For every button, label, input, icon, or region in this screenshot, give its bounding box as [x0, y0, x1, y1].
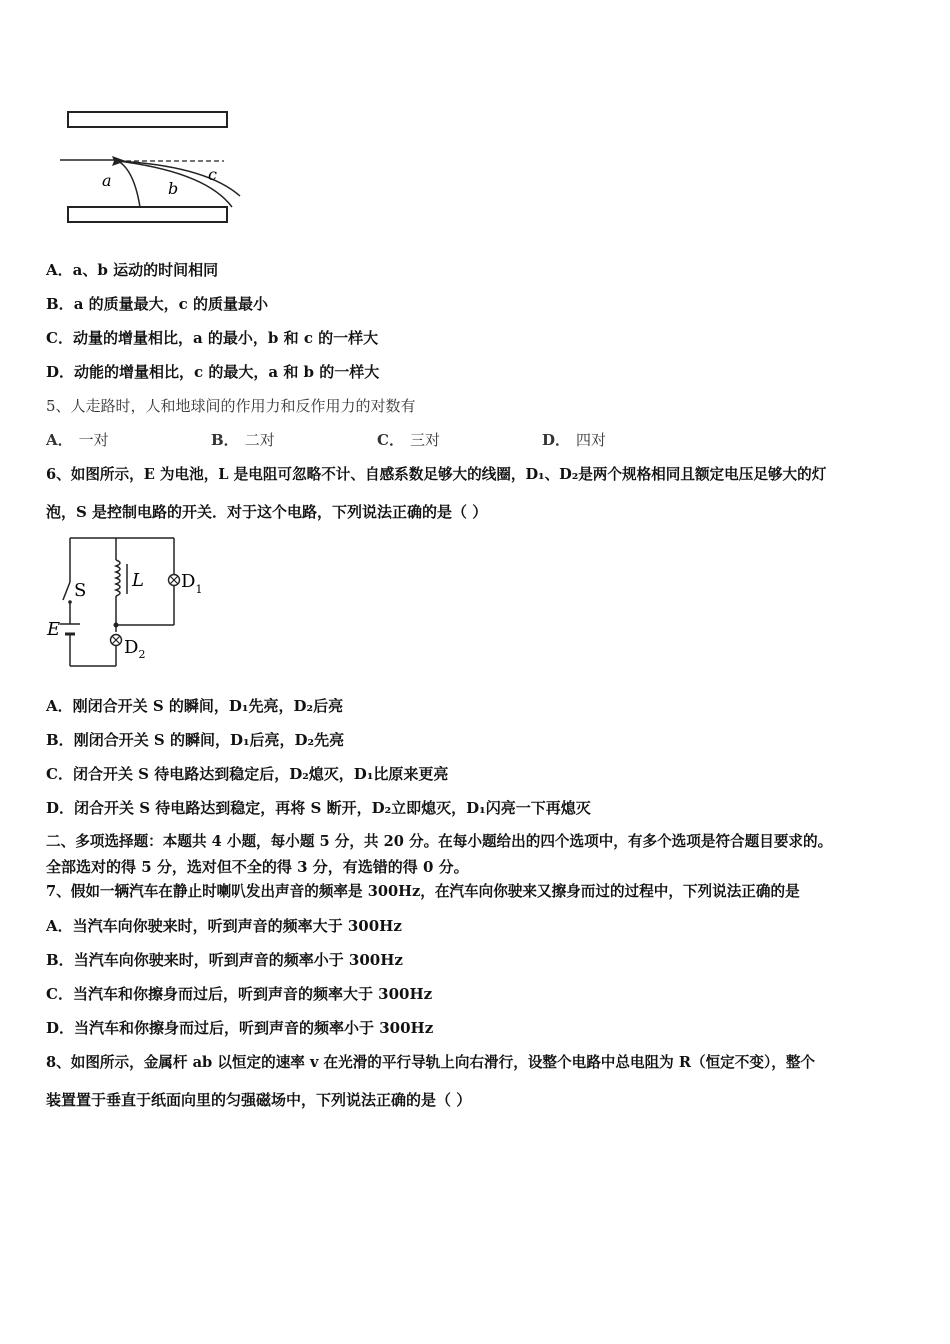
inductor-coil — [116, 560, 120, 596]
q6-option-a: A．刚闭合开关 S 的瞬间，D₁先亮，D₂后亮 — [46, 697, 344, 715]
switch-label: S — [74, 580, 87, 601]
q5-options — [46, 430, 746, 450]
bulb-d1-label: $D_1$ — [181, 571, 203, 596]
q8-stem-line1: 8、如图所示，金属杆 ab 以恒定的速率 v 在光滑的平行导轨上向右滑行，设整个电路中总电阻为 R（恒定不变），整个 — [46, 1054, 816, 1071]
q6-stem-line1: 6、如图所示，E 为电池，L 是电阻可忽略不计、自感系数足够大的线圈，D₁、D₂是两个规格相同且额定电压足够大的灯 — [46, 466, 827, 483]
battery-label: E — [47, 619, 61, 640]
q4-option-c: C．动量的增量相比，a 的最小，b 和 c 的一样大 — [46, 329, 379, 347]
bulb-d2 — [111, 635, 122, 646]
deflection-figure — [56, 100, 256, 232]
upper-plate — [68, 112, 227, 127]
circuit-figure — [44, 530, 214, 672]
q6-stem-line2: 泡，S 是控制电路的开关．对于这个电路，下列说法正确的是（ ） — [46, 503, 488, 521]
battery — [60, 624, 80, 634]
trajectory-a — [118, 161, 140, 207]
q6-option-c: C．闭合开关 S 待电路达到稳定后，D₂熄灭，D₁比原来更亮 — [46, 765, 449, 783]
switch — [63, 582, 72, 604]
lower-plate — [68, 207, 227, 222]
q8-stem-line2: 装置置于垂直于纸面向里的匀强磁场中，下列说法正确的是（ ） — [46, 1091, 472, 1109]
section2-heading-line1: 二、多项选择题：本题共 4 小题，每小题 5 分，共 20 分。在每小题给出的四个选项中，有多个选项是符合题目要求的。 — [46, 833, 833, 850]
q5-option-a: A． 一对 — [46, 431, 109, 449]
q4-option-a: A．a、b 运动的时间相同 — [46, 261, 219, 279]
q6-option-d: D．闭合开关 S 待电路达到稳定，再将 S 断开，D₂立即熄灭，D₁闪亮一下再熄灭 — [46, 799, 591, 817]
q6-option-b: B．刚闭合开关 S 的瞬间，D₁后亮，D₂先亮 — [46, 731, 345, 749]
q7-option-a: A．当汽车向你驶来时，听到声音的频率大于 300Hz — [46, 917, 402, 935]
label-b: b — [168, 179, 179, 198]
bulb-d2-label: $D_2$ — [124, 637, 146, 661]
q4-option-d: D．动能的增量相比，c 的最大，a 和 b 的一样大 — [46, 363, 380, 381]
q5-option-c: C． 三对 — [377, 431, 440, 449]
q5-option-d: D． 四对 — [542, 431, 607, 449]
q7-stem: 7、假如一辆汽车在静止时喇叭发出声音的频率是 300Hz，在汽车向你驶来又擦身而过的过程中，下列说法正确的是 — [46, 883, 800, 900]
inductor-label: L — [132, 570, 144, 591]
q7-option-b: B．当汽车向你驶来时，听到声音的频率小于 300Hz — [46, 951, 403, 969]
label-a: a — [102, 171, 112, 190]
section2-heading-line2: 全部选对的得 5 分，选对但不全的得 3 分，有选错的得 0 分。 — [46, 858, 469, 876]
bulb-d1 — [169, 575, 180, 586]
q5-option-b: B． 二对 — [211, 431, 275, 449]
q5-stem: 5、人走路时，人和地球间的作用力和反作用力的对数有 — [46, 397, 416, 415]
q7-option-d: D．当汽车和你擦身而过后，听到声音的频率小于 300Hz — [46, 1019, 434, 1037]
q4-option-b: B．a 的质量最大，c 的质量最小 — [46, 295, 268, 313]
label-c: c — [208, 165, 217, 184]
q7-option-c: C．当汽车和你擦身而过后，听到声音的频率大于 300Hz — [46, 985, 433, 1003]
